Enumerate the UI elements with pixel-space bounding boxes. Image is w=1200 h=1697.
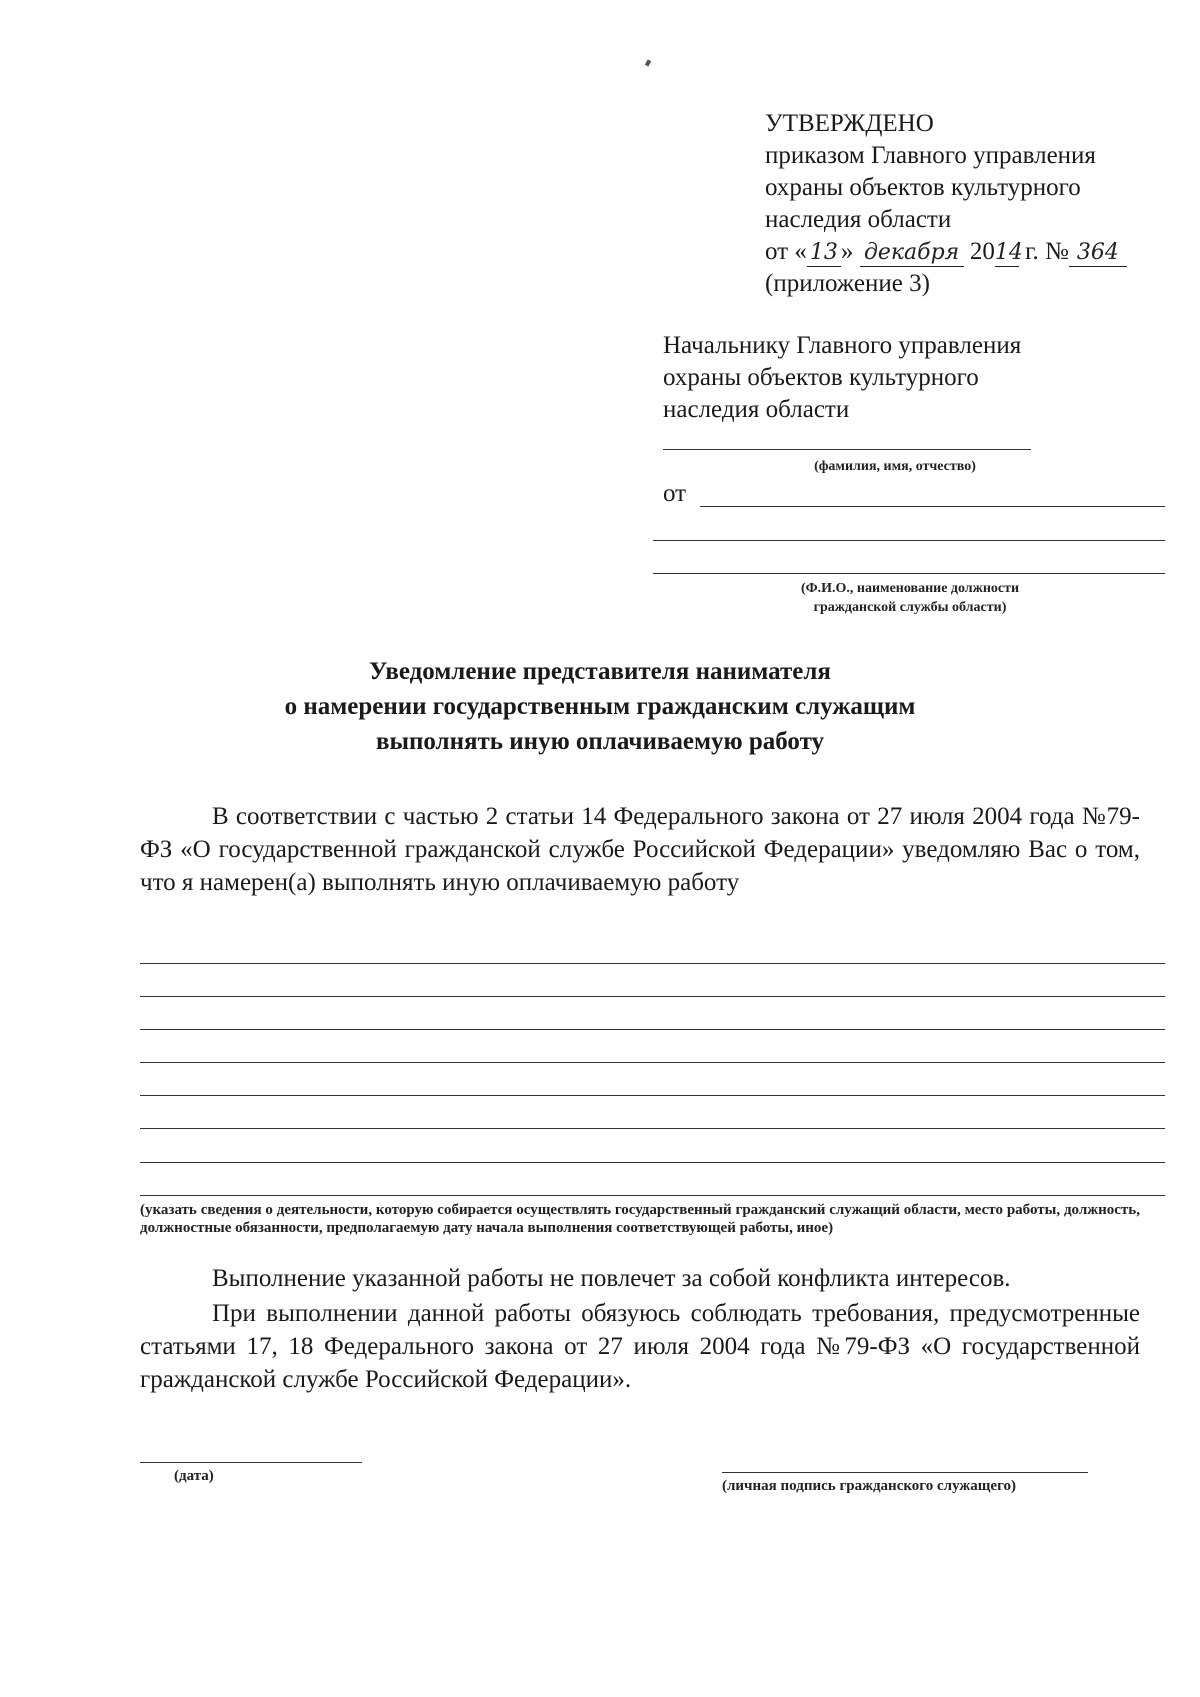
date-blank-line [140,1462,362,1463]
name-caption: (фамилия, имя, отчество) [814,459,976,474]
document-title [200,654,1000,759]
handwritten-number: 364 [1069,240,1127,267]
details-line-5 [140,1095,1165,1096]
date-mid: » [840,238,860,265]
details-line-6 [140,1128,1165,1129]
addressee-line-3: наследия области [663,396,850,423]
approval-appendix: (приложение 3) [765,270,930,297]
details-line-4 [140,1062,1165,1063]
from-blank-line-1 [700,506,1165,507]
details-line-8 [140,1195,1165,1196]
signature-blank-line [722,1472,1088,1473]
approval-line-3: наследия области [765,206,952,233]
approval-block [765,108,1185,300]
details-note: (указать сведения о деятельности, которую собирается осуществлять государственный гражданский служащий области, место работы, должность, должностные обязанности, предполагаемую дату начала выполнения соответствующей работы, иное) [140,1202,1140,1236]
details-line-1 [140,963,1165,964]
details-line-2 [140,996,1165,997]
from-caption-line-2: гражданской службы области) [813,600,1007,615]
from-blank-line-2 [653,540,1165,541]
handwritten-day: 13 [807,240,841,267]
number-prefix: г. № [1018,238,1069,265]
approval-line-1: приказом Главного управления [765,142,1096,169]
details-line-3 [140,1029,1165,1030]
addressee-block [663,330,1163,426]
from-label: от [663,480,687,507]
approval-date-line [765,236,1185,268]
title-line-2: о намерении государственным гражданским служащим [284,693,916,720]
approval-heading: УТВЕРЖДЕНО [765,110,934,137]
handwritten-year: 14 [994,240,1023,265]
details-line-7 [140,1162,1165,1163]
body-paragraph-3: При выполнении данной работы обязуюсь соблюдать требования, предусмотренные статьями 17, 18 Федерального закона от 27 июля 2004 года №79-ФЗ «О государственной гражданской службе Российской Федерации». [140,1300,1140,1393]
approval-line-2: охраны объектов культурного [765,174,1081,201]
signature-caption: (личная подпись гражданского служащего) [722,1478,1017,1494]
handwritten-month: декабря [860,240,964,267]
from-caption [720,579,1100,617]
body-paragraph-2: Выполнение указанной работы не повлечет за собой конфликта интересов. [212,1265,1011,1292]
scan-speck [645,59,651,66]
title-line-1: Уведомление представителя нанимателя [369,658,831,685]
from-blank-line-3 [653,573,1165,574]
date-prefix: от « [765,238,807,265]
year-prefix: 20 [963,238,995,265]
addressee-line-2: охраны объектов культурного [663,364,979,391]
title-line-3: выполнять иную оплачиваемую работу [375,728,825,755]
date-caption: (дата) [174,1468,214,1484]
from-caption-line-1: (Ф.И.О., наименование должности [800,581,1020,596]
body-paragraph-1: В соответствии с частью 2 статьи 14 Федерального закона от 27 июля 2004 года №79-ФЗ «О государственной гражданской службе Российской Федерации» уведомляю Вас о том, что я намерен(а) выполнять иную оплачиваемую работу [140,803,1140,896]
name-blank-line [663,449,1031,450]
addressee-line-1: Начальнику Главного управления [663,332,1022,359]
